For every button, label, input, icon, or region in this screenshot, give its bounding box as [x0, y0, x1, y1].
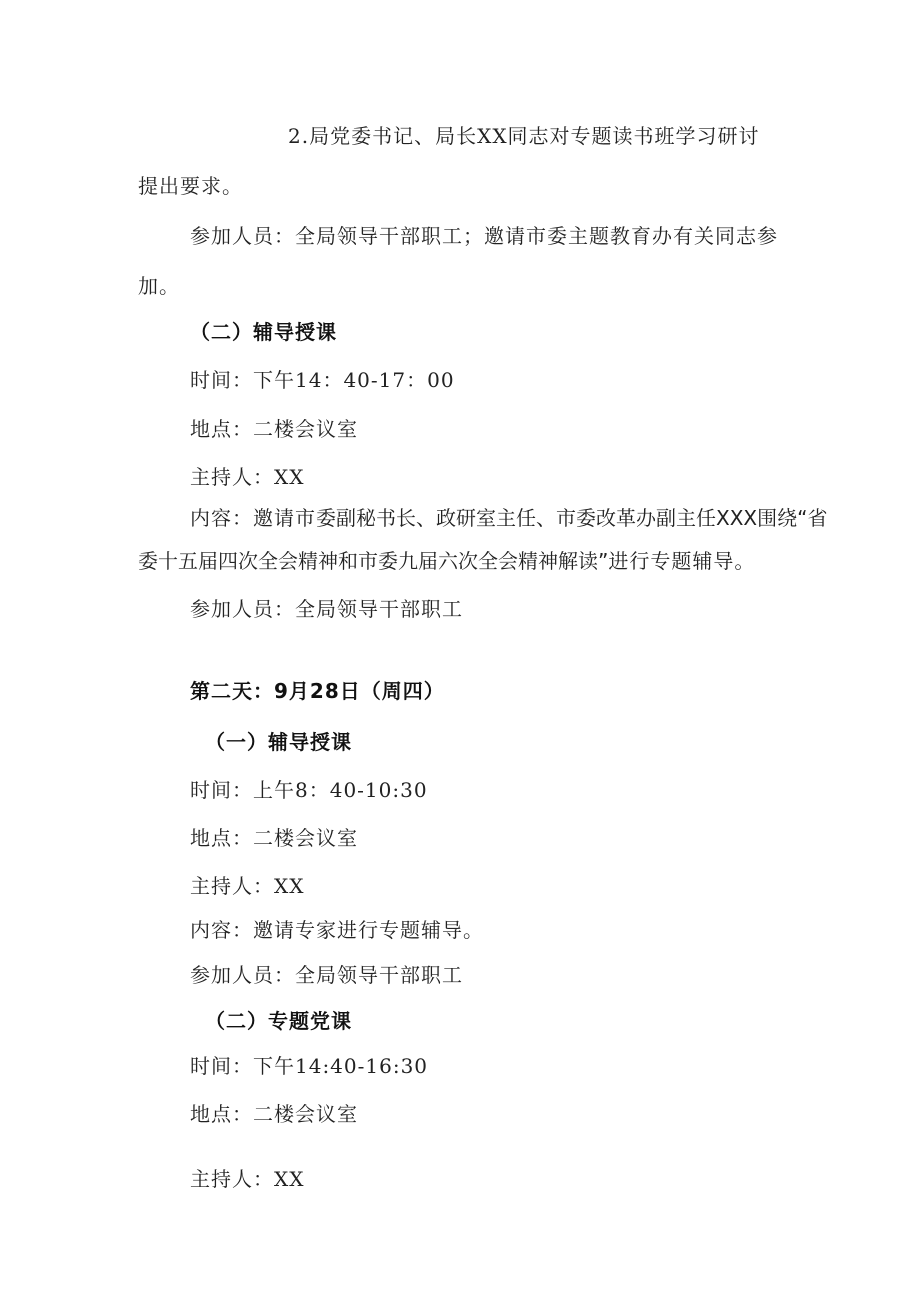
content-line-2-b: 进行专题辅导。 — [608, 549, 756, 573]
host-line-day2: 主持人：XX — [190, 874, 305, 898]
item-2-line-2: 提出要求。 — [138, 174, 243, 198]
section-heading-tutoring: （二）辅导授课 — [190, 320, 337, 344]
place-line: 地点：二楼会议室 — [190, 417, 358, 441]
time-line-party-lecture: 时间：下午14:40-16:30 — [190, 1054, 429, 1078]
place-line-party-lecture: 地点：二楼会议室 — [190, 1102, 358, 1126]
content-line-day2: 内容：邀请专家进行专题辅导。 — [190, 918, 484, 942]
host-line: 主持人：XX — [190, 465, 305, 489]
attendees-line: 参加人员：全局领导干部职工 — [190, 597, 463, 621]
place-line-day2: 地点：二楼会议室 — [190, 826, 358, 850]
content-line-1 — [190, 506, 827, 530]
host-line-party-lecture: 主持人：XX — [190, 1167, 305, 1191]
content-line-2 — [138, 549, 755, 573]
content-prefix: 内容：邀请市 — [190, 506, 316, 530]
day-two-title: 第二天：9月28日（周四） — [190, 679, 445, 703]
attendees-line-day2: 参加人员：全局领导干部职工 — [190, 963, 463, 987]
attendees-line-1: 参加人员：全局领导干部职工；邀请市委主题教育办有关同志参 — [190, 224, 778, 248]
content-rest-1: 委副秘书长、政研室主任、市委改革办副主任XXX围绕“省 — [316, 506, 828, 530]
attendees-line-2: 加。 — [138, 274, 180, 298]
section-heading-party-lecture: （二）专题党课 — [205, 1009, 352, 1033]
time-line-day2: 时间：上午8：40-10:30 — [190, 778, 428, 802]
section-heading-tutoring-day2: （一）辅导授课 — [205, 730, 352, 754]
content-line-2-a: 委十五届四次全会精神和市委九届六次全会精神解读” — [138, 549, 609, 573]
item-2-line-1: 2.局党委书记、局长XX同志对专题读书班学习研讨 — [288, 124, 760, 148]
time-line: 时间：下午14：40-17：00 — [190, 368, 455, 392]
